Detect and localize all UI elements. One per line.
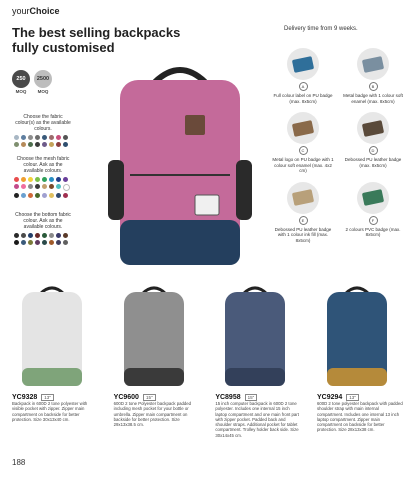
option-letter: E (299, 216, 308, 225)
option-description: 2 colours PVC badge (max. 8x5cm) (345, 226, 401, 237)
branding-options (268, 48, 408, 243)
branding-option (338, 48, 408, 104)
product-image (317, 282, 397, 390)
fabric-swatch (49, 142, 54, 147)
product-image (114, 282, 194, 390)
moq-badge: 2500 (34, 70, 52, 88)
fabric-swatch (35, 142, 40, 147)
mesh-swatch (63, 177, 68, 182)
mesh-swatch (35, 184, 40, 189)
fabric-note: Choose the fabric colour(s) as the available colours. (15, 114, 71, 132)
moq-label: MOQ (37, 89, 49, 94)
branding-option (268, 112, 338, 174)
mesh-swatch (42, 193, 47, 198)
product-size: 13" (41, 394, 54, 401)
option-image (287, 112, 319, 144)
brand-suffix: Choice (29, 6, 60, 16)
fabric-swatch (14, 135, 19, 140)
mesh-swatch (21, 184, 26, 189)
mesh-swatch (56, 193, 61, 198)
badge-sample (362, 189, 384, 206)
mesh-swatch (56, 177, 61, 182)
title-line-1: The best selling backpacks (12, 25, 181, 40)
product-card (215, 282, 305, 452)
product-description: 600D 2 tone polyester backpack with padded shoulder strap with main internal compartment. Includes one internal 13 inch laptop compartment. Zipper main compartment on backside for better protection. Size 28x13x38 cm. (316, 401, 403, 433)
bottom-swatch (35, 240, 40, 245)
option-letter: C (299, 146, 308, 155)
option-description: Metal logo on PU badge with 1 colour soft enamel (max. 4x2 cm) (272, 157, 334, 173)
option-image (357, 182, 389, 214)
mesh-swatch (21, 177, 26, 182)
title-line-2: fully customised (12, 40, 115, 55)
bottom-swatch (14, 233, 19, 238)
fabric-swatch (63, 135, 68, 140)
branding-option (268, 48, 338, 104)
bottom-swatch (63, 233, 68, 238)
product-image (215, 282, 295, 390)
mesh-swatch (42, 177, 47, 182)
mesh-swatch (35, 177, 40, 182)
option-letter: A (299, 82, 308, 91)
badge-sample (362, 56, 384, 73)
moq-badge: 250 (12, 70, 30, 88)
product-code: YC9600 (113, 394, 139, 401)
bottom-swatches (14, 233, 68, 245)
product-card (12, 282, 102, 452)
product-description: 15 inch computer backpack in 600D 2 tone polyester. Includes one internal 15 inch laptop compartment and one main front part with zipper pocket. Padded back and shoulder straps. Additional pocket for tablet compartment. Trolley holder back side. Size 30x14x45 cm. (215, 401, 299, 438)
moq-250 (12, 70, 30, 94)
moq-2500 (34, 70, 52, 94)
bottom-swatch (42, 233, 47, 238)
mesh-swatch (21, 193, 26, 198)
mesh-swatch (49, 184, 54, 189)
bottom-swatch (21, 233, 26, 238)
product-header (317, 394, 359, 401)
product-card (114, 282, 204, 452)
product-code: YC9294 (316, 394, 343, 401)
bottom-swatch (28, 240, 33, 245)
option-image (357, 48, 389, 80)
bag-accent (22, 368, 82, 386)
bottom-swatch (56, 233, 61, 238)
bottom-swatch (35, 233, 40, 238)
backpack-main-image (100, 60, 260, 280)
product-header (215, 394, 257, 401)
fabric-swatch (28, 142, 33, 147)
side-mesh (108, 160, 124, 220)
fabric-swatch (56, 142, 61, 147)
brand-prefix: your (12, 6, 30, 16)
bottom-swatch (56, 240, 61, 245)
mesh-note: Choose the mesh fabric colour. Ask as the available colours. (16, 156, 70, 174)
product-size: 15" (245, 394, 258, 401)
mesh-swatch (63, 193, 68, 198)
mesh-swatch (35, 193, 40, 198)
option-image (357, 112, 389, 144)
mesh-swatch (14, 193, 19, 198)
fabric-swatch (63, 142, 68, 147)
moq-label: MOQ (15, 89, 27, 94)
bottom-swatch (49, 240, 54, 245)
mesh-swatch (42, 184, 47, 189)
branding-option (338, 182, 408, 244)
product-description: Backpack in 600D 2 tone polyester with visible pocket with zipper. Zipper main compartment on backside for better protection. Size 30x13x40 cm. (12, 401, 88, 422)
fabric-swatch (56, 135, 61, 140)
product-strip (12, 282, 407, 452)
option-letter: D (369, 146, 378, 155)
bag-accent (225, 368, 285, 386)
option-letter: F (369, 216, 378, 225)
product-size: 13" (346, 394, 359, 401)
fabric-swatch (42, 142, 47, 147)
mesh-swatch (14, 177, 19, 182)
moq-group (12, 70, 52, 94)
option-description: Metal badge with 1 colour soft enamel (max. 8x5cm) (343, 93, 403, 104)
option-image (287, 48, 319, 80)
option-letter: B (369, 82, 378, 91)
product-image (12, 282, 92, 390)
product-description: 600D 2 tone Polyester backpack padded including mesh pocket for your bottle or umbrella. Zipper main compartment on backside for better protection. Size 29x13x38.5 cm. (113, 401, 192, 428)
mesh-swatch (63, 184, 70, 191)
product-code: YC9328 (12, 394, 38, 401)
bottom-note: Choose the bottom fabric colour. Ask as the available colours. (15, 212, 71, 230)
option-description: Full colour label on PU badge (max. 8x5cm) (273, 93, 333, 104)
bag-accent (124, 368, 184, 386)
pvc-badge (195, 195, 219, 215)
mesh-swatch (56, 184, 61, 189)
bottom-swatch (28, 233, 33, 238)
product-header (114, 394, 156, 401)
bottom-swatch (49, 233, 54, 238)
product-code: YC8958 (215, 394, 241, 401)
fabric-swatch (49, 135, 54, 140)
badge-sample (292, 56, 314, 73)
mesh-swatches (14, 177, 68, 198)
branding-option (268, 182, 338, 244)
brand-logo (12, 6, 60, 16)
bottom-swatch (14, 240, 19, 245)
bag-accent (327, 368, 387, 386)
mesh-swatch (49, 193, 54, 198)
fabric-swatch (14, 142, 19, 147)
product-card (317, 282, 407, 452)
branding-option (338, 112, 408, 174)
product-header (12, 394, 54, 401)
mesh-swatch (28, 193, 33, 198)
option-description: Debossed PU leather badge with 1 colour ink fill (max. 8x5cm) (274, 226, 332, 243)
mesh-swatch (28, 184, 33, 189)
fabric-swatch (35, 135, 40, 140)
leather-badge (185, 115, 205, 135)
product-size: 15" (143, 394, 156, 401)
badge-sample (362, 120, 384, 137)
bottom-swatch (63, 240, 68, 245)
option-description: Debossed PU leather badge (max. 8x5cm) (344, 157, 402, 168)
side-mesh-right (236, 160, 252, 220)
mesh-swatch (49, 177, 54, 182)
mesh-swatch (28, 177, 33, 182)
fabric-swatch (28, 135, 33, 140)
fabric-swatch (21, 142, 26, 147)
delivery-time: Delivery time from 9 weeks. (284, 26, 358, 32)
bottom-swatch (21, 240, 26, 245)
fabric-swatch (21, 135, 26, 140)
page-title (12, 25, 192, 55)
badge-sample (292, 120, 314, 137)
fabric-swatch (42, 135, 47, 140)
fabric-swatches (14, 135, 68, 147)
page-number: 188 (12, 458, 26, 467)
bag-bottom (120, 220, 240, 265)
badge-sample (292, 189, 314, 206)
bottom-swatch (42, 240, 47, 245)
mesh-swatch (14, 184, 19, 189)
option-image (287, 182, 319, 214)
